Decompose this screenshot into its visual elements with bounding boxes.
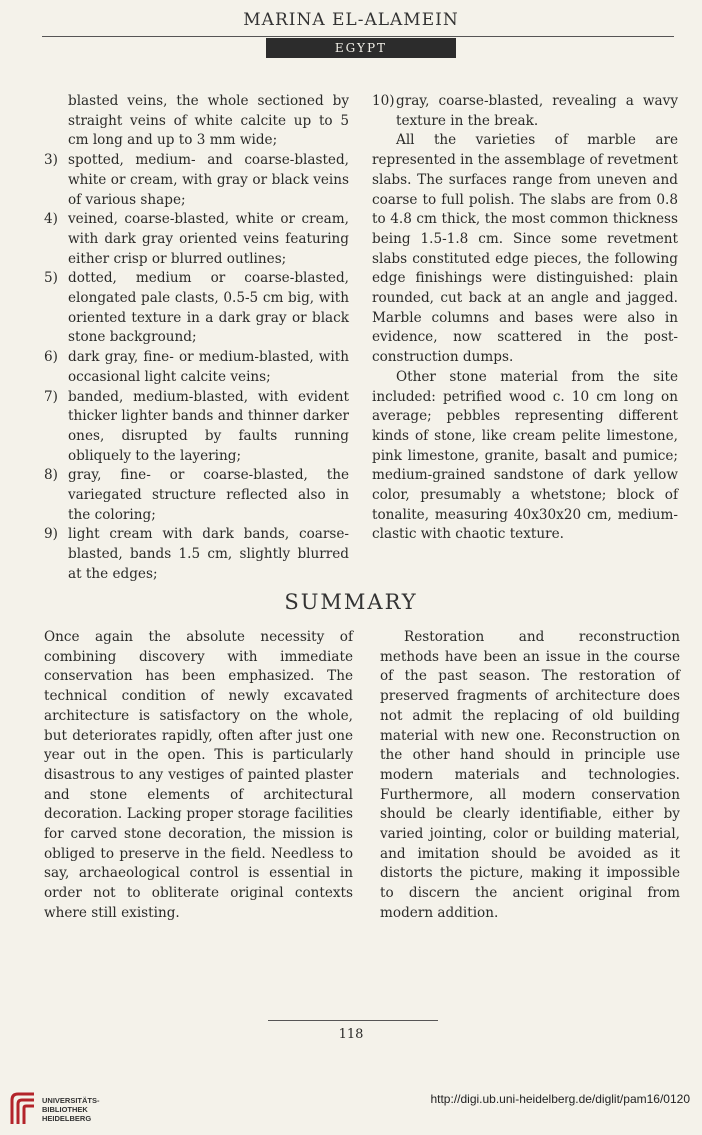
library-name-line: UNIVERSITÄTS- <box>42 1096 100 1105</box>
paragraph-conservation: Once again the absolute necessity of combining discovery with immediate conservation has been emphasized. The technical condition of newly excavated architecture is satisfactory on the whole, but deteriorates rapidly, often after just one year out in the open. This is particularly disastrous to any vestiges of painted plaster and stone elements of architectural decoration. Lacking proper storage facilities for carved stone decoration, the mission is obliged to preserve in the field. Needless to say, archaeological control is essential in order not to obliterate original contexts where still existing. <box>44 629 353 921</box>
header-rule <box>42 36 674 37</box>
left-column-top <box>44 92 349 585</box>
list-item: 6) dark gray, fine- or medium-blasted, with occasional light calcite veins; <box>44 349 349 385</box>
marble-variety-list-continued <box>372 92 678 131</box>
list-item: 5) dotted, medium or coarse-blasted, elongated pale clasts, 0.5-5 cm big, with oriented texture in a dark gray or black stone background; <box>44 270 349 346</box>
faded-footnote-area <box>44 940 678 990</box>
running-header-subtitle: EGYPT <box>266 38 456 58</box>
library-name-line: HEIDELBERG <box>42 1114 92 1123</box>
footer-rule <box>268 1020 438 1021</box>
library-name <box>42 1096 100 1123</box>
list-item: 8) gray, fine- or coarse-blasted, the variegated structure reflected also in the coloring; <box>44 467 349 523</box>
summary-left-column <box>44 628 353 924</box>
list-item: 9) light cream with dark bands, coarse-blasted, bands 1.5 cm, slightly blurred at the edges; <box>44 526 349 582</box>
paragraph-other-stone: Other stone material from the site included: petrified wood c. 10 cm long on average; pebbles representing different kinds of stone, like cream pelite limestone, pink limestone, granite, basalt and pumice; medium-grained sandstone of dark yellow color, presumably a whetstone; block of tonalite, measuring 40x30x20 cm, medium-clastic with chaotic texture. <box>372 368 678 543</box>
section-heading-summary: SUMMARY <box>284 590 418 614</box>
library-name-line: BIBLIOTHEK <box>42 1105 88 1114</box>
paragraph-marble-assemblage: All the varieties of marble are represented in the assemblage of revetment slabs. The surfaces range from uneven and coarse to full polish. The slabs are from 0.8 to 4.8 cm thick, the most common thickness being 1.5-1.8 cm. Since some revetment slabs constituted edge pieces, the following edge finishings were distinguished: plain rounded, cut back at an angle and jagged. Marble columns and bases were also in evidence, now scattered in the post-construction dumps. <box>372 132 678 366</box>
marble-variety-list <box>44 92 349 585</box>
list-continuation: blasted veins, the whole sectioned by straight veins of white calcite up to 5 cm long and up to 3 mm wide; <box>68 93 349 149</box>
running-header-title: MARINA EL-ALAMEIN <box>243 10 459 30</box>
paragraph-restoration: Restoration and reconstruction methods have been an issue in the course of the past season. The restoration of preserved fragments of architecture does not admit the replacing of old building material with new one. Reconstruction on the other hand should in principle use modern materials and technologies. Furthermore, all modern conservation should be clearly identifiable, either by varied jointing, color or building material, and imitation should be avoided as it distorts the picture, making it impossible to discern the ancient original from modern addition. <box>380 629 680 921</box>
right-column-top <box>372 92 678 545</box>
list-item: 10) gray, coarse-blasted, revealing a wavy texture in the break. <box>372 93 678 129</box>
list-item: 7) banded, medium-blasted, with evident thicker lighter bands and thinner darker ones, disrupted by faults running obliquely to the layering; <box>44 388 349 464</box>
list-item <box>44 92 349 151</box>
page-number: 118 <box>338 1027 364 1042</box>
library-logo-icon <box>8 1090 38 1126</box>
summary-right-column <box>380 628 680 924</box>
list-item: 3) spotted, medium- and coarse-blasted, white or cream, with gray or black veins of various shape; <box>44 152 349 208</box>
list-item: 4) veined, coarse-blasted, white or cream, with dark gray oriented veins featuring either crisp or blurred outlines; <box>44 211 349 267</box>
source-url-link[interactable]: http://digi.ub.uni-heidelberg.de/diglit/pam16/0120 <box>430 1092 690 1106</box>
